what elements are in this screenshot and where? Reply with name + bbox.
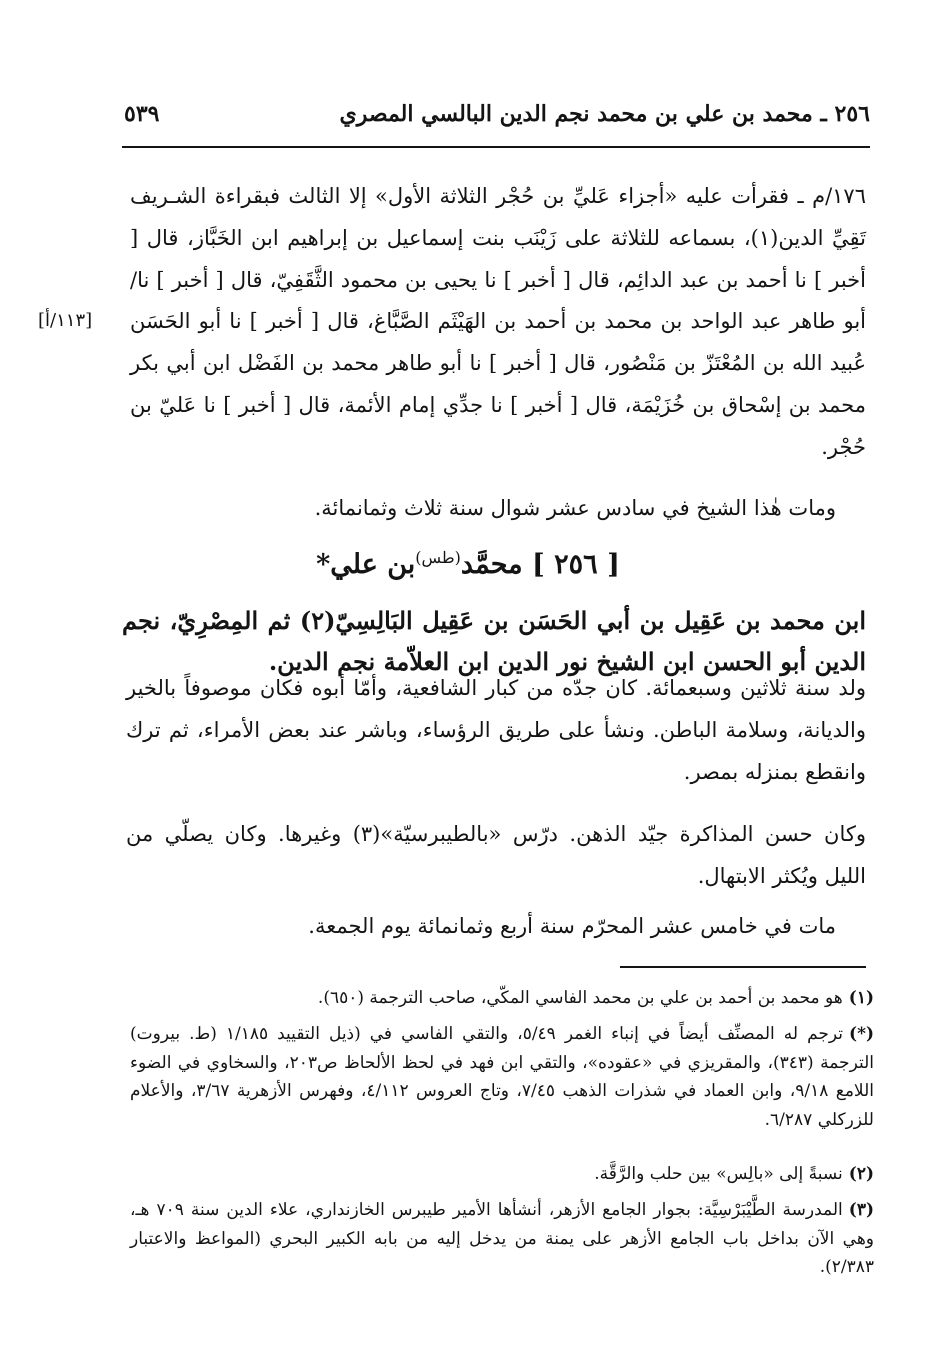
entry-title-main: [ ٢٥٦ ] محمَّد (460, 549, 620, 580)
footnote-3 (130, 1196, 874, 1282)
header-rule (122, 146, 870, 148)
footnote-label: (٢) (848, 1164, 874, 1184)
footnote-text: ترجم له المصنِّف أيضاً في إنباء الغمر ٥/٤٩، والتقي الفاسي في (ذيل التقييد ١/١٨٥ (ط. بيروت) الترجمة (٣٤٣)، والمقريزي في «عقوده»، والتقي ابن فهد في لحظ الألحاظ ص٢٠٣، والسخاوي في الضوء اللامع ٩/١٨، وابن العماد في شذرات الذهب ٧/٤٥، وتاج العروس ٤/١١٢، وفهرس الأزهرية ٣/٦٧، والأعلام للزركلي ٦/٢٨٧. (130, 1024, 874, 1130)
entry-title-rest: بن علي* (316, 549, 416, 580)
margin-folio-note: [١١٣/أ] (38, 310, 93, 331)
paragraph-biography: ولد سنة ثلاثين وسبعمائة. كان جدّه من كبار الشافعية، وأمّا أبوه فكان موصوفاً بالخير والديانة، وسلامة الباطن. ونشأ على طريق الرؤساء، وباشر عند بعض الأمراء، ثم ترك وانقطع بمنزله بمصر. (126, 676, 866, 784)
footnote-text: هو محمد بن أحمد بن علي بن محمد الفاسي المكّي، صاحب الترجمة (٦٥٠). (317, 988, 843, 1008)
page-number: ٥٣٩ (124, 101, 160, 127)
entry-title (70, 548, 866, 580)
paragraph-death: مات في خامس عشر المحرّم سنة أربع وثمانمائة يوم الجمعة. (308, 914, 836, 938)
footnote-label: (*) (849, 1024, 875, 1044)
footnote-label: (١) (848, 988, 874, 1008)
paragraph-reading-chain: ١٧٦/م ـ فقرأت عليه «أجزاء عَليِّ بن حُجْر الثلاثة الأول» إلا الثالث فبقراءة الشـريف تَقِيِّ الدين(١)، بسماعه للثلاثة على زَيْنَب بنت إسماعيل بن إبراهيم ابن الخَبَّاز، قال [ أخبر ] نا أحمد بن عبد الدائِم، قال [ أخبر ] نا يحيى بن محمود الثَّقَفِيّ، قال [ أخبر ] نا/ أبو طاهر عبد الواحد بن محمد بن أحمد بن الهَيْثَم الصَّبَّاغ، قال [ أخبر ] نا أبو الحَسَن عُبيد الله بن المُعْتَزّ بن مَنْصُور، قال [ أخبر ] نا أبو طاهر محمد بن الفَضْل ابن أبي بكر محمد بن إسْحاق بن خُزَيْمَة، قال [ أخبر ] نا جدِّي إمام الأئمة، قال [ أخبر ] نا عَليّ بن حُجْر. (130, 184, 866, 459)
entry-lineage: ابن محمد بن عَقِيل بن أبي الحَسَن بن عَقِيل البَالِسِيّ(٢) ثم المِصْرِيّ، نجم الدين أبو الحسن ابن الشيخ نور الدين ابن العلاّمة نجم الدين. (122, 606, 866, 676)
footnote-text: المدرسة الطَّيْبَرْسِيَّة: بجوار الجامع الأزهر، أنشأها الأمير طيبرس الخازنداري، علاء الدين سنة ٧٠٩ هـ، وهي الآن بداخل باب الجامع الأزهر على يمنة من يدخل إليه من بابه الكبير البحري (المواعظ والاعتبار ٢/٣٨٣). (130, 1200, 874, 1277)
paragraph-character: وكان حسن المذاكرة جيّد الذهن. درّس «بالطيبرسيّة»(٣) وغيرها. وكان يصلّي من الليل ويُكثر الابتهال. (126, 822, 867, 888)
running-title: ٢٥٦ ـ محمد بن علي بن محمد نجم الدين البالسي المصري (339, 101, 870, 127)
footnote-rule (620, 966, 866, 968)
footnote-2 (130, 1160, 874, 1189)
footnote-star (130, 1020, 874, 1134)
footnote-text: نسبةً إلى «بالِس» بين حلب والرَّقَّة. (594, 1164, 843, 1184)
page-header (124, 94, 870, 134)
footnote-label: (٣) (848, 1200, 874, 1220)
footnote-1 (130, 984, 874, 1013)
paragraph-death-note: ومات هٰذا الشيخ في سادس عشر شوال سنة ثلاث وثمانمائة. (314, 496, 836, 520)
entry-title-siglum: (طس) (415, 548, 461, 567)
